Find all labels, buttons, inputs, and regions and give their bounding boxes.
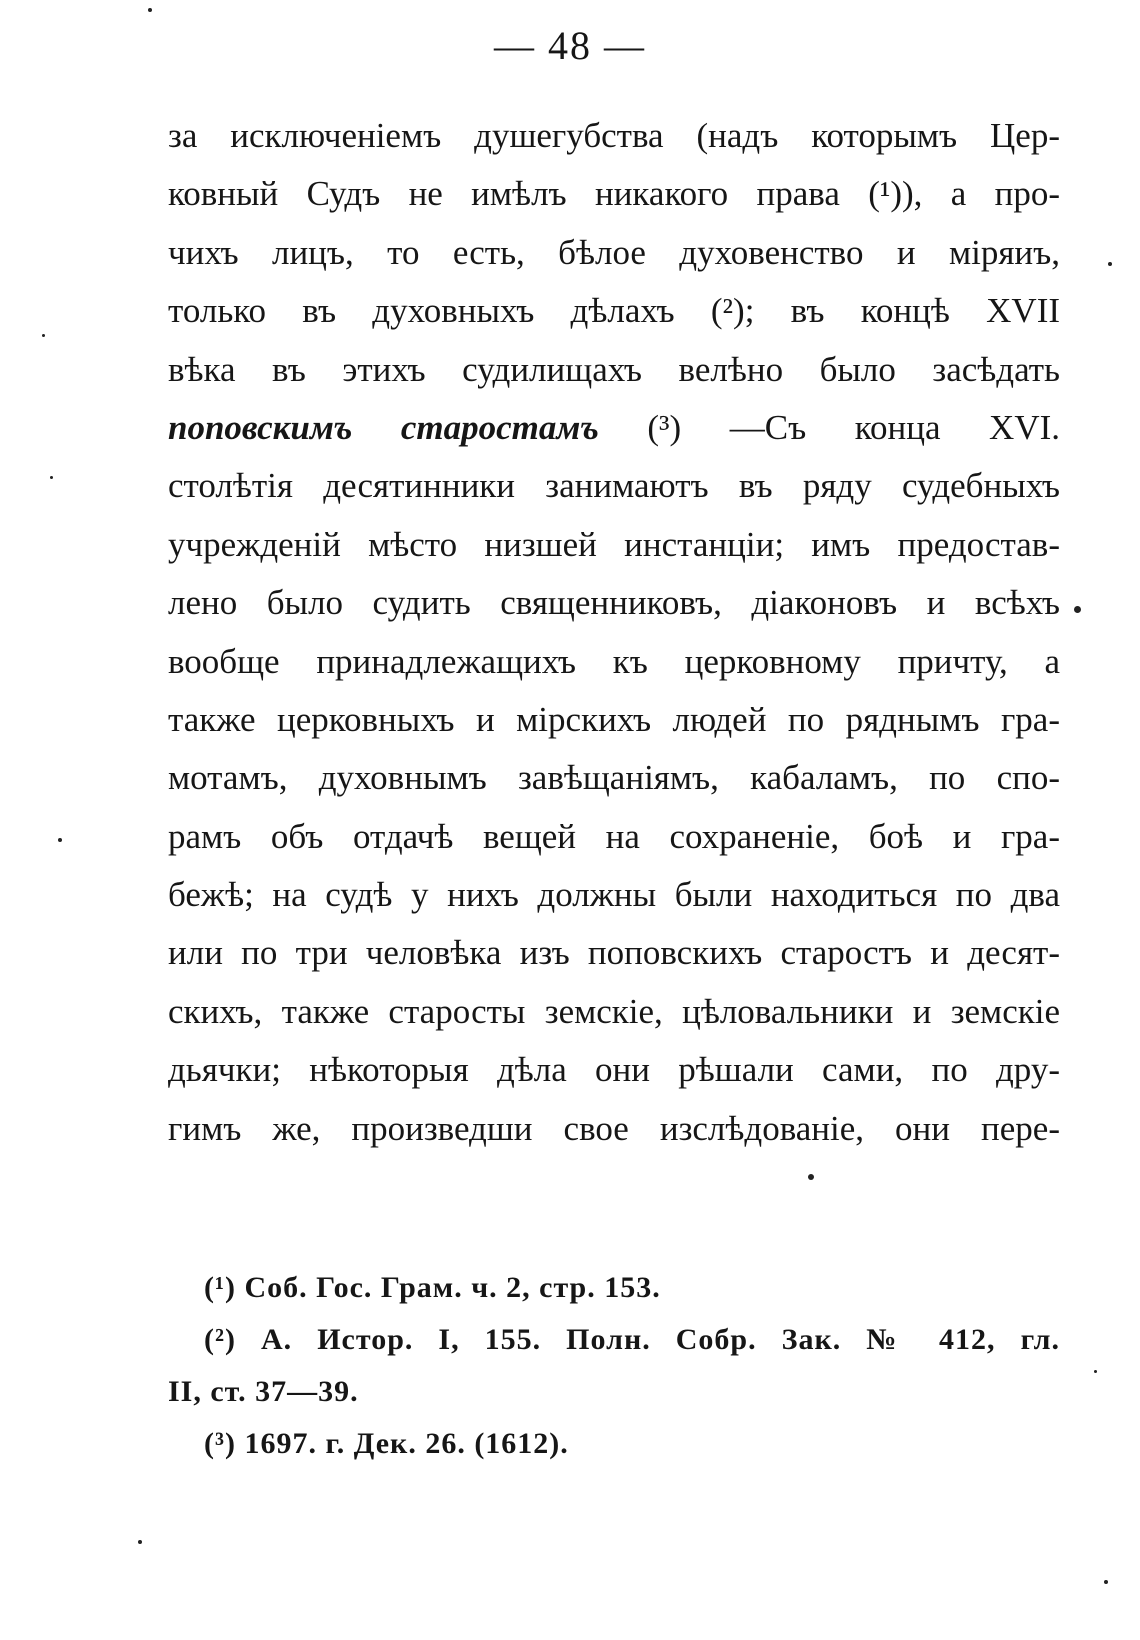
text-line: столѣтія десятинники занимаютъ въ ряду судебныхъ <box>168 466 1060 506</box>
text-line: ковный Судъ не имѣлъ никакого права (¹)), а про- <box>168 174 1060 214</box>
text-line: вообще принадлежащихъ къ церковному причту, а <box>168 641 1060 681</box>
speck <box>58 838 62 842</box>
text-line: лено было судить священниковъ, діаконовъ и всѣхъ <box>168 583 1060 623</box>
speck <box>1094 1370 1097 1373</box>
text-line: учрежденій мѣсто низшей инстанціи; имъ предостав- <box>168 524 1060 564</box>
speck <box>1108 262 1112 266</box>
text-line: за исключеніемъ душегубства (надъ которымъ Цер- <box>168 116 1060 155</box>
text-line: или по три человѣка изъ поповскихъ старостъ и десят- <box>168 933 1060 973</box>
speck <box>1104 1580 1108 1584</box>
text-line: дьячки; нѣкоторыя дѣла они рѣшали сами, по дру- <box>168 1050 1060 1090</box>
footnotes <box>168 1262 1060 1470</box>
text-line: гимъ же, произведши свое изслѣдованіе, они пере- <box>168 1108 1060 1148</box>
footnote: (¹) Соб. Гос. Грам. ч. 2, стр. 153. <box>204 1271 661 1304</box>
speck <box>50 476 53 479</box>
speck <box>808 1174 814 1180</box>
footnote: (³) 1697. г. Дек. 26. (1612). <box>204 1427 569 1460</box>
text-line: также церковныхъ и мірскихъ людей по ряднымъ гра- <box>168 699 1060 739</box>
speck <box>148 8 152 12</box>
footnote: (²) А. Истор. I, 155. Полн. Собр. Зак. № 412, гл. <box>204 1323 1060 1356</box>
speck <box>138 1540 142 1544</box>
text-line: вѣка въ этихъ судилищахъ велѣно было засѣдать <box>168 349 1060 389</box>
speck <box>42 334 45 337</box>
text-line <box>168 399 1060 457</box>
page-number: — 48 — <box>494 23 646 68</box>
text-line: скихъ, также старосты земскіе, цѣловальники и земскіе <box>168 991 1060 1031</box>
text-line: мотамъ, духовнымъ завѣщаніямъ, кабаламъ, по спо- <box>168 758 1060 798</box>
body-text <box>168 107 1060 1158</box>
text-line-rest: (³) —Съ конца XVI. <box>647 407 1061 447</box>
footnote-continuation: II, ст. 37—39. <box>168 1375 359 1408</box>
speck <box>1074 606 1081 613</box>
text-line: рамъ объ отдачѣ вещей на сохраненіе, боѣ и гра- <box>168 816 1060 856</box>
italic-term: поповскимъ старостамъ <box>168 407 599 447</box>
text-line: чихъ лицъ, то есть, бѣлое духовенство и міряиъ, <box>168 232 1060 272</box>
text-line: только въ духовныхъ дѣлахъ (²); въ концѣ XVII <box>168 291 1060 331</box>
text-line: бежѣ; на судѣ у нихъ должны были находиться по два <box>168 875 1060 915</box>
